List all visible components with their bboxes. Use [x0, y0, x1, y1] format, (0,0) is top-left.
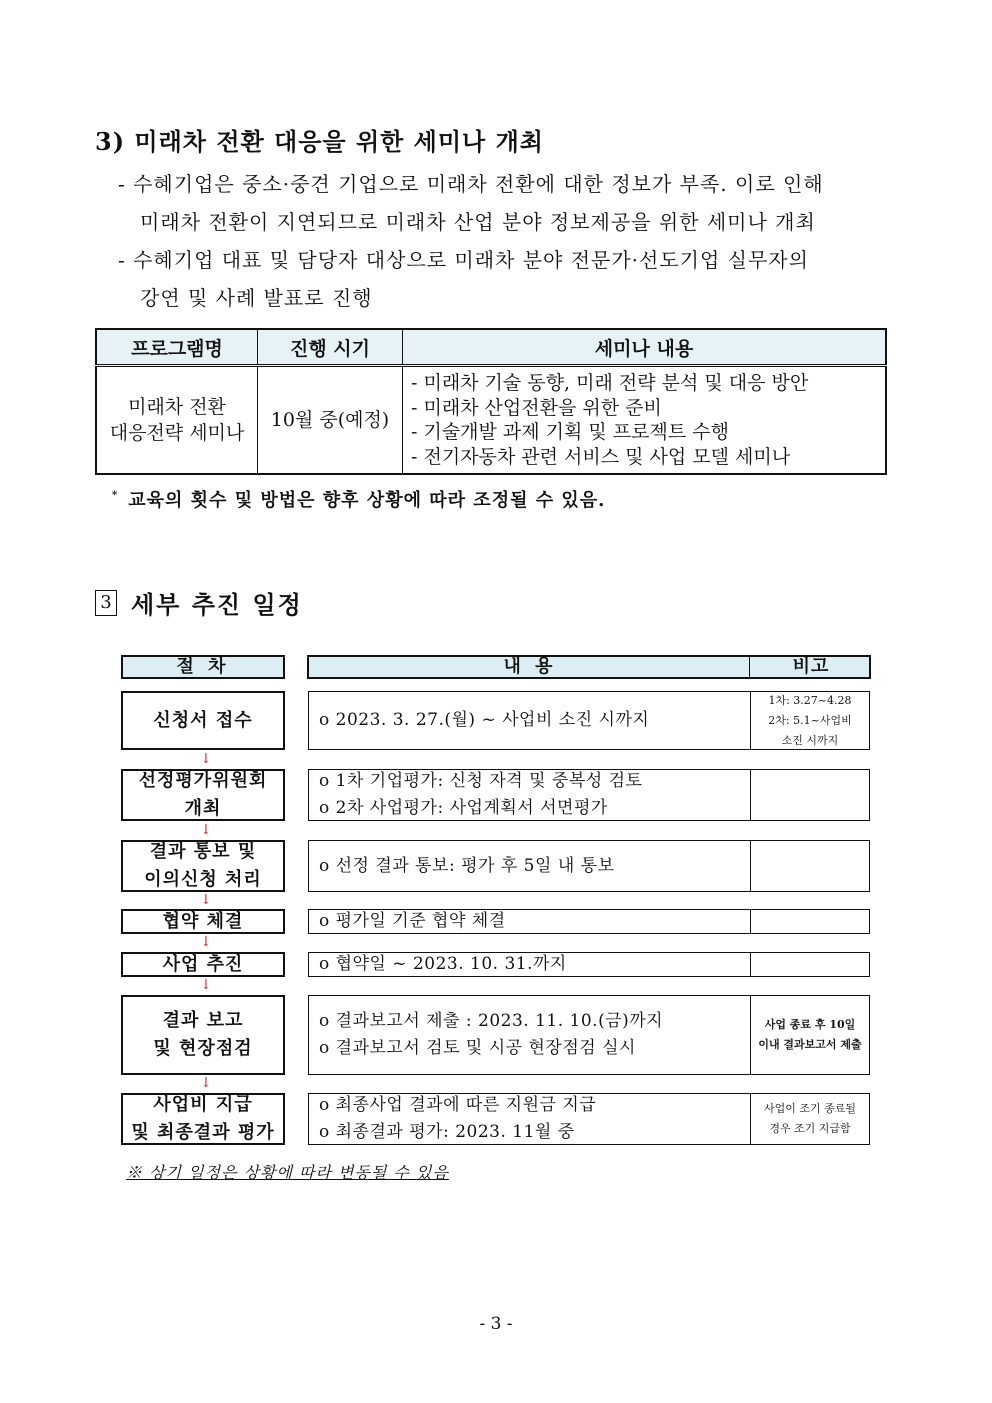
program-name-line-1: 미래차 전환: [128, 396, 226, 418]
schedule-section-title: [95, 585, 303, 620]
section-number-box: 3: [95, 590, 117, 616]
content-line: o 결과보고서 제출 : 2023. 11. 10.(금)까지: [319, 1011, 664, 1031]
header-divider: [749, 655, 750, 679]
page-number: - 3 -: [479, 1314, 513, 1334]
seminar-content-item: - 미래차 기술 동향, 미래 전략 분석 및 대응 방안: [411, 372, 809, 394]
seminar-table: [95, 328, 887, 475]
seminar-contents: [403, 366, 887, 475]
seminar-table-row: [96, 366, 886, 475]
arrow-down-icon: ↓: [200, 977, 212, 993]
step-name: 사업 추진: [162, 953, 244, 975]
step-project-remark: [750, 952, 870, 977]
seminar-note: [112, 486, 605, 512]
content-line: o 최종사업 결과에 따른 지원금 지급: [319, 1095, 597, 1115]
header-period: 진행 시기: [258, 329, 403, 366]
program-period: 10월 중(예정): [258, 366, 403, 475]
step-name-2: 및 현장점검: [153, 1038, 253, 1059]
step-name-2: 이의신청 처리: [144, 869, 262, 890]
program-name: [96, 366, 258, 475]
header-program: 프로그램명: [96, 329, 258, 366]
step-application: [121, 691, 285, 750]
schedule-header-remark: 비고: [792, 656, 830, 677]
program-name-line-2: 대응전략 세미나: [109, 422, 245, 444]
arrow-down-icon: ↓: [200, 934, 212, 950]
step-payment-content: [308, 1093, 750, 1145]
step-payment-remark: [750, 1093, 870, 1145]
remark-line: 1차: 3.27~4.28: [768, 693, 852, 707]
schedule-header-content-box: [307, 655, 871, 679]
note-mark: *: [112, 490, 119, 501]
arrow-down-icon: ↓: [200, 822, 212, 838]
bullet-2-line-2: 강연 및 사례 발표로 진행: [140, 286, 373, 310]
arrow-down-icon: ↓: [200, 1075, 212, 1091]
bullet-1-line-1: - 수혜기업은 중소·중견 기업으로 미래차 전환에 대한 정보가 부족. 이로 인해: [118, 172, 824, 196]
step-name: 신청서 접수: [153, 709, 253, 731]
arrow-down-icon: ↓: [200, 751, 212, 767]
content-line: o 2023. 3. 27.(월) ~ 사업비 소진 시까지: [319, 710, 650, 730]
schedule-title: 세부 추진 일정: [131, 590, 303, 619]
arrow-down-icon: ↓: [200, 892, 212, 908]
content-line: o 결과보고서 검토 및 시공 현장점검 실시: [319, 1038, 636, 1058]
step-result-notice-content: [308, 840, 750, 892]
seminar-content-item: - 기술개발 과제 기획 및 프로젝트 수행: [411, 421, 729, 443]
content-line: o 최종결과 평가: 2023. 11월 중: [319, 1122, 575, 1142]
remark-line: 경우 조기 지급함: [769, 1122, 851, 1135]
note-text: 교육의 횟수 및 방법은 향후 상황에 따라 조정될 수 있음.: [128, 490, 606, 511]
schedule-header-step: 절 차: [121, 655, 285, 679]
step-project: [121, 952, 285, 977]
remark-line: 이내 결과보고서 제출: [758, 1038, 862, 1051]
step-report-remark: [750, 995, 870, 1075]
step-application-content: [308, 691, 750, 750]
content-line: o 협약일 ~ 2023. 10. 31.까지: [319, 954, 567, 974]
bullet-1-line-2: 미래차 전환이 지연되므로 미래차 산업 분야 정보제공을 위한 세미나 개최: [140, 210, 816, 234]
seminar-table-header: [96, 329, 886, 366]
content-line: o 선정 결과 통보: 평가 후 5일 내 통보: [319, 855, 615, 876]
section-title: 3) 미래차 전환 대응을 위한 세미나 개최: [95, 127, 544, 156]
step-result-notice-remark: [750, 840, 870, 892]
step-name-2: 및 최종결과 평가: [131, 1122, 275, 1143]
content-line: o 평가일 기준 협약 체결: [319, 911, 506, 931]
step-agreement-remark: [750, 909, 870, 934]
content-line: o 2차 사업평가: 사업계획서 서면평가: [319, 798, 608, 818]
step-report: [121, 995, 285, 1075]
step-result-notice: [121, 840, 285, 892]
schedule-header-content: 내 용: [503, 656, 557, 677]
seminar-content-item: - 전기자동차 관련 서비스 및 사업 모델 세미나: [411, 445, 791, 468]
step-name: 결과 통보 및: [149, 841, 257, 862]
content-line: o 1차 기업평가: 신청 자격 및 중복성 검토: [319, 771, 643, 791]
step-name: 협약 체결: [162, 910, 244, 932]
remark-line: 사업 종료 후 10일: [764, 1018, 856, 1031]
step-name: 사업비 지급: [153, 1094, 253, 1115]
step-committee: [121, 769, 285, 821]
step-name: 결과 보고: [162, 1010, 244, 1031]
step-name-2: 개최: [184, 798, 222, 819]
seminar-content-item: - 미래차 산업전환을 위한 준비: [411, 396, 662, 419]
header-content: 세미나 내용: [403, 329, 887, 366]
step-application-remark: [750, 691, 870, 750]
step-committee-content: [308, 769, 750, 821]
remark-line: 사업이 조기 종료될: [763, 1102, 856, 1115]
remark-line: 소진 시까지: [781, 733, 839, 747]
step-name: 선정평가위원회: [138, 770, 268, 791]
step-report-content: [308, 995, 750, 1075]
step-agreement: [121, 909, 285, 934]
bullet-2-line-1: - 수혜기업 대표 및 담당자 대상으로 미래차 분야 전문가·선도기업 실무자의: [118, 248, 809, 272]
step-payment: [121, 1093, 285, 1145]
step-committee-remark: [750, 769, 870, 821]
step-agreement-content: [308, 909, 750, 934]
remark-line: 2차: 5.1~사업비: [768, 713, 852, 727]
schedule-footnote: ※ 상기 일정은 상황에 따라 변동될 수 있음: [126, 1163, 449, 1182]
step-project-content: [308, 952, 750, 977]
